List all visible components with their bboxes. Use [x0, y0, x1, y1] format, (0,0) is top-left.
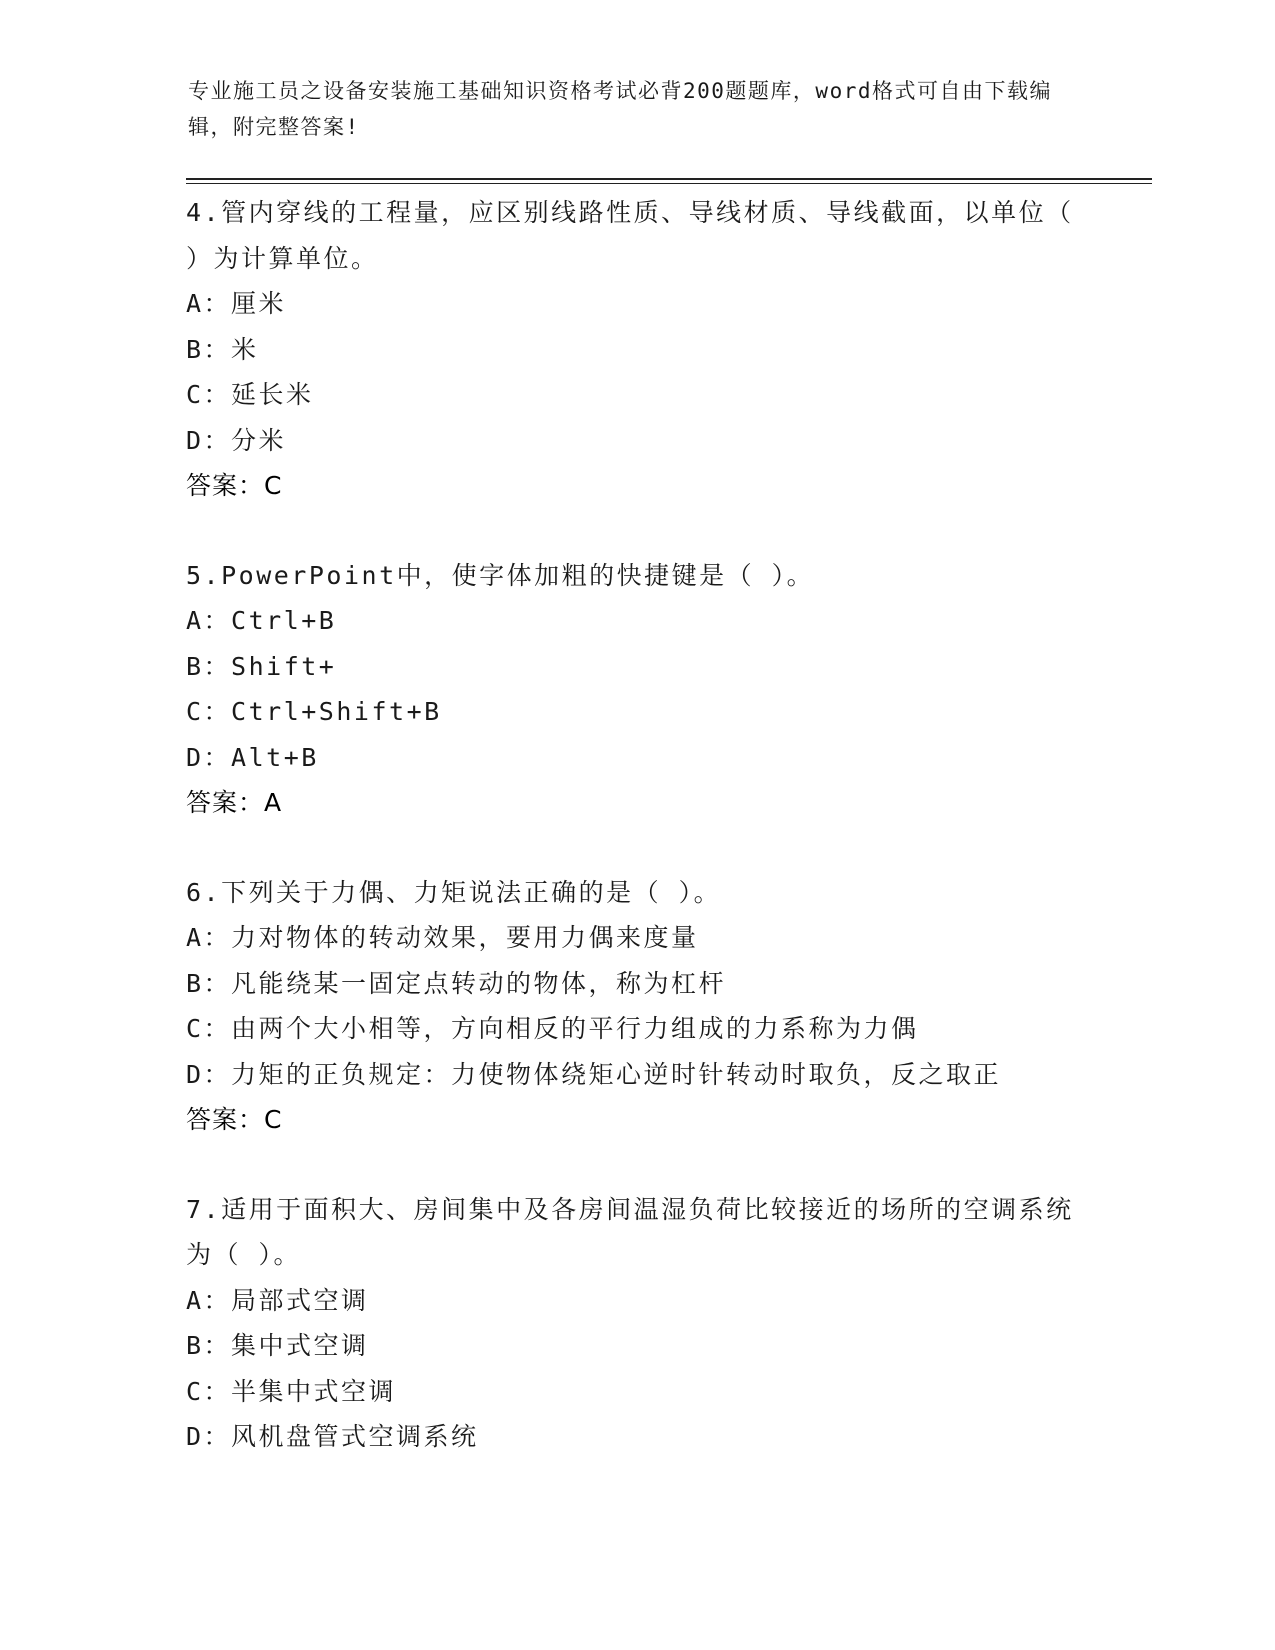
- question-stem: 5.PowerPoint中，使字体加粗的快捷键是（ ）。: [186, 560, 815, 590]
- option-b: B：Shift+: [186, 651, 337, 681]
- question-stem: 4.管内穿线的工程量，应区别线路性质、导线材质、导线截面，以单位（ ）为计算单位。: [186, 198, 1074, 273]
- question-stem: 6.下列关于力偶、力矩说法正确的是（ ）。: [186, 877, 722, 907]
- option-b: B：凡能绕某一固定点转动的物体，称为杠杆: [186, 968, 727, 998]
- option-a: A：Ctrl+B: [186, 606, 337, 635]
- option-c: C：半集中式空调: [186, 1376, 397, 1406]
- option-a: A：局部式空调: [186, 1285, 369, 1315]
- answer-line: 答案：A: [186, 788, 283, 817]
- question-stem: 7.适用于面积大、房间集中及各房间温湿负荷比较接近的场所的空调系统为（ ）。: [186, 1194, 1074, 1269]
- document-header: 专业施工员之设备安装施工基础知识资格考试必背200题题库，word格式可自由下载编辑，附完整答案!: [188, 79, 1052, 139]
- option-d: D：力矩的正负规定：力使物体绕矩心逆时针转动时取负，反之取正: [186, 1059, 1002, 1089]
- question-4: [186, 190, 1086, 509]
- question-5: [186, 553, 1086, 826]
- question-7: [186, 1187, 1086, 1460]
- option-b: B：米: [186, 334, 259, 364]
- question-6: [186, 870, 1086, 1143]
- option-d: D：分米: [186, 425, 287, 455]
- answer-line: 答案：C: [186, 471, 283, 500]
- option-d: D：风机盘管式空调系统: [186, 1422, 479, 1451]
- option-c: C：Ctrl+Shift+B: [186, 697, 442, 726]
- option-c: C：延长米: [186, 380, 314, 409]
- option-a: A：力对物体的转动效果，要用力偶来度量: [186, 923, 699, 952]
- header-divider-thin: [186, 183, 1152, 184]
- question-list: [186, 190, 1086, 1504]
- answer-line: 答案：C: [186, 1105, 283, 1134]
- option-d: D：Alt+B: [186, 742, 319, 772]
- option-b: B：集中式空调: [186, 1331, 369, 1360]
- option-c: C：由两个大小相等，方向相反的平行力组成的力系称为力偶: [186, 1014, 919, 1043]
- option-a: A：厘米: [186, 289, 287, 318]
- header-divider-thick: [186, 178, 1152, 180]
